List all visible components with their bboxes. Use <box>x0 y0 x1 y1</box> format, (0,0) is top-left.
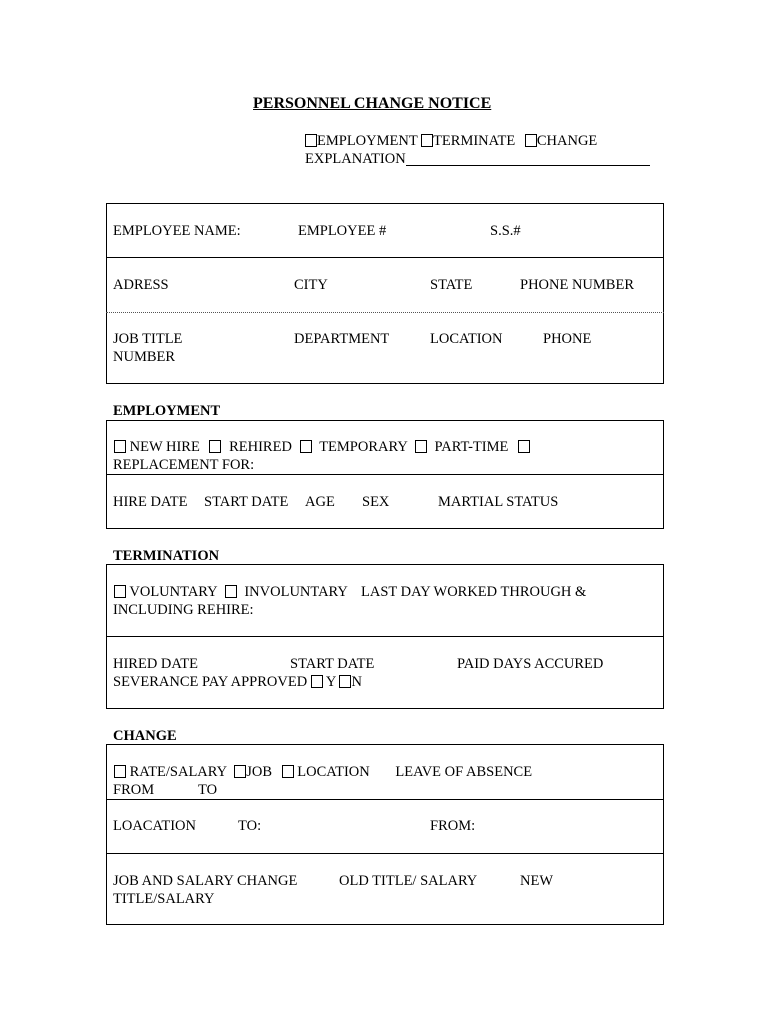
terminate-checkbox[interactable] <box>421 134 433 147</box>
divider <box>106 312 664 313</box>
termination-type-options <box>114 584 586 601</box>
change-type-options <box>114 764 532 781</box>
loacation-label: LOACATION <box>113 818 196 834</box>
employee-name-label: EMPLOYEE NAME: <box>113 223 241 239</box>
to-label: TO <box>198 782 218 798</box>
location-to-label: TO: <box>238 818 262 834</box>
hire-date-label: HIRE DATE <box>113 494 188 510</box>
phone-label: PHONE <box>543 331 592 347</box>
change-location-label: LOCATION <box>297 764 370 780</box>
replacement-for-label: REPLACEMENT FOR: <box>113 457 255 473</box>
involuntary-label: INVOLUNTARY <box>244 584 348 600</box>
explanation-label: EXPLANATION <box>305 151 406 167</box>
terminate-label: TERMINATE <box>433 133 516 149</box>
part-time-label: PART-TIME <box>434 439 509 455</box>
employment-heading: EMPLOYMENT <box>113 403 221 419</box>
from-label: FROM <box>113 782 155 798</box>
paid-days-label: PAID DAYS ACCURED <box>457 656 604 672</box>
employment-type-options <box>114 439 530 456</box>
voluntary-label: VOLUNTARY <box>129 584 218 600</box>
severance-row <box>113 674 362 691</box>
part-time-checkbox[interactable] <box>415 440 427 453</box>
address-label: ADRESS <box>113 277 169 293</box>
state-label: STATE <box>430 277 473 293</box>
notice-type-options <box>305 133 597 150</box>
phone-number-label: PHONE NUMBER <box>520 277 634 293</box>
severance-label: SEVERANCE PAY APPROVED <box>113 674 308 690</box>
voluntary-checkbox[interactable] <box>114 585 126 598</box>
rate-salary-label: RATE/SALARY <box>129 764 227 780</box>
divider <box>106 474 664 475</box>
old-title-salary-label: OLD TITLE/ SALARY <box>339 873 478 889</box>
job-label: JOB <box>246 764 272 780</box>
department-label: DEPARTMENT <box>294 331 390 347</box>
job-title-label: JOB TITLE <box>113 331 183 347</box>
page-title: PERSONNEL CHANGE NOTICE <box>253 95 492 112</box>
location-label: LOCATION <box>430 331 503 347</box>
term-start-date-label: START DATE <box>290 656 375 672</box>
leave-of-absence-label: LEAVE OF ABSENCE <box>395 764 533 780</box>
temporary-label: TEMPORARY <box>319 439 408 455</box>
severance-yes-checkbox[interactable] <box>311 675 323 688</box>
last-day-worked-label: LAST DAY WORKED THROUGH & <box>360 584 587 600</box>
city-label: CITY <box>294 277 328 293</box>
explanation-row <box>305 151 650 168</box>
change-heading: CHANGE <box>113 728 177 744</box>
severance-yes-label: Y <box>325 674 336 690</box>
job-salary-change-label: JOB AND SALARY CHANGE <box>113 873 298 889</box>
rehired-label: REHIRED <box>229 439 292 455</box>
divider <box>106 853 664 854</box>
new-hire-checkbox[interactable] <box>114 440 126 453</box>
change-label: CHANGE <box>536 133 598 149</box>
ssn-label: S.S.# <box>490 223 521 239</box>
divider <box>106 257 664 258</box>
severance-no-label: N <box>351 674 362 690</box>
title-salary-label: TITLE/SALARY <box>113 891 215 907</box>
termination-heading: TERMINATION <box>113 548 220 564</box>
hired-date-label: HIRED DATE <box>113 656 198 672</box>
age-label: AGE <box>305 494 335 510</box>
temporary-checkbox[interactable] <box>300 440 312 453</box>
divider <box>106 636 664 637</box>
start-date-label: START DATE <box>204 494 289 510</box>
marital-status-label: MARTIAL STATUS <box>438 494 559 510</box>
severance-no-checkbox[interactable] <box>339 675 351 688</box>
location-from-label: FROM: <box>430 818 476 834</box>
involuntary-checkbox[interactable] <box>225 585 237 598</box>
replacement-checkbox[interactable] <box>518 440 530 453</box>
new-hire-label: NEW HIRE <box>129 439 200 455</box>
change-checkbox[interactable] <box>525 134 537 147</box>
number-label: NUMBER <box>113 349 176 365</box>
employment-label: EMPLOYMENT <box>317 133 418 149</box>
new-label: NEW <box>520 873 554 889</box>
employee-number-label: EMPLOYEE # <box>298 223 387 239</box>
including-rehire-label: INCLUDING REHIRE: <box>113 602 254 618</box>
employment-checkbox[interactable] <box>305 134 317 147</box>
job-checkbox[interactable] <box>234 765 246 778</box>
divider <box>106 799 664 800</box>
rate-salary-checkbox[interactable] <box>114 765 126 778</box>
location-checkbox[interactable] <box>282 765 294 778</box>
explanation-field[interactable] <box>406 151 650 166</box>
sex-label: SEX <box>362 494 390 510</box>
rehired-checkbox[interactable] <box>209 440 221 453</box>
